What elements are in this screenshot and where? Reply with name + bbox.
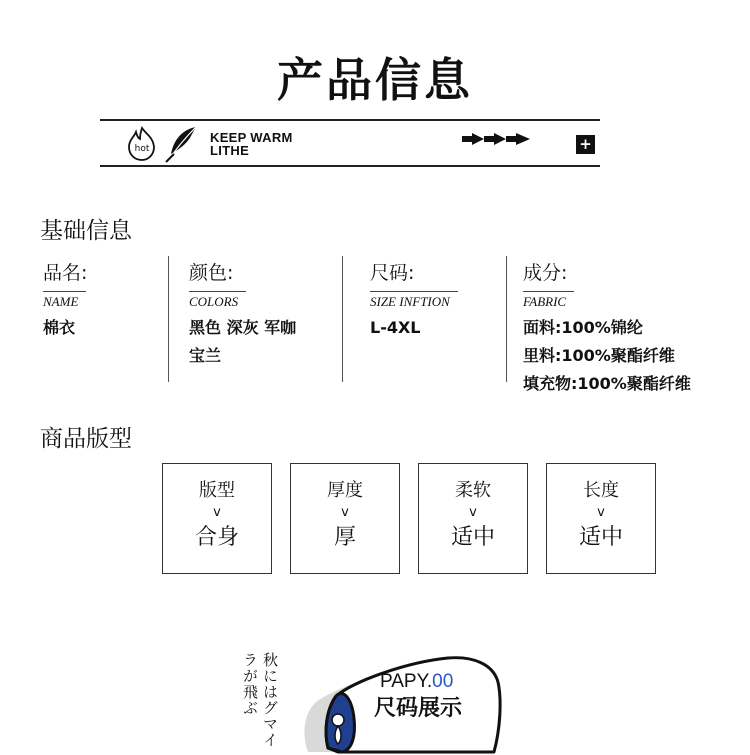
info-value: L-4XL: [370, 318, 421, 337]
banner-bottom-rule: [100, 165, 600, 167]
banner-line-1: KEEP WARM: [210, 130, 293, 145]
fit-card-value: 合身: [194, 525, 239, 550]
size-display-badge: [298, 640, 513, 755]
info-label: 品名:: [43, 262, 88, 284]
flame-hot-icon: [124, 126, 160, 162]
svg-text:PAPY.00: [380, 671, 453, 692]
page-title: 产品信息: [277, 53, 473, 107]
info-col-colors: [189, 258, 296, 370]
banner-top-rule: [100, 119, 600, 121]
info-label: 颜色:: [189, 262, 234, 284]
badge-brand-text: PAPY.: [380, 671, 433, 692]
info-value-line: 黑色 深灰 军咖: [189, 318, 297, 337]
info-label-en: FABRIC: [523, 291, 574, 310]
info-value: [189, 314, 296, 370]
fit-card-value: 适中: [578, 525, 623, 550]
info-value-line: 宝兰: [189, 346, 222, 365]
info-col-fabric: [523, 258, 691, 398]
feather-icon: [162, 124, 200, 164]
fit-card-arrow: v: [597, 505, 605, 520]
hot-icon-text: hot: [134, 144, 150, 154]
info-col-name: [43, 258, 87, 342]
fit-card-value: 适中: [450, 525, 495, 550]
banner-text: [210, 131, 293, 157]
info-value-line: 里料:100%聚酯纤维: [523, 346, 675, 365]
fit-section-title: 商品版型: [40, 426, 132, 452]
fit-card-label: 柔软: [455, 480, 491, 501]
info-divider: [342, 256, 343, 382]
info-label-en: COLORS: [189, 291, 246, 310]
info-divider: [506, 256, 507, 382]
fit-card-value: 厚: [333, 525, 356, 550]
fit-card-arrow: v: [341, 505, 349, 520]
fit-card-label: 长度: [583, 480, 619, 501]
info-value: [523, 314, 691, 398]
plus-icon: +: [576, 135, 595, 154]
jp-line-2: ラが飛ぶ: [241, 652, 259, 716]
info-label: 尺码:: [370, 262, 415, 284]
fit-card-thickness: [290, 463, 400, 574]
fit-card-label: 版型: [199, 480, 235, 501]
fit-card-label: 厚度: [327, 480, 363, 501]
info-label: 成分:: [523, 262, 568, 284]
info-divider: [168, 256, 169, 382]
info-value: 棉衣: [43, 318, 76, 337]
badge-brand-number: 00: [432, 671, 454, 692]
banner-line-2: LITHE: [210, 143, 250, 158]
fit-card-length: [546, 463, 656, 574]
badge-size-display-text: 尺码展示: [374, 696, 463, 721]
info-label-en: SIZE INFTION: [370, 291, 458, 310]
jp-line-1: 秋にはグマイ: [261, 652, 279, 748]
info-col-size: [370, 258, 458, 342]
fit-card-arrow: v: [213, 505, 221, 520]
fit-card-softness: [418, 463, 528, 574]
triple-arrow-icon: [462, 133, 532, 145]
info-value-line: 面料:100%锦纶: [523, 318, 643, 337]
info-label-en: NAME: [43, 291, 86, 310]
fit-card-style: [162, 463, 272, 574]
japanese-vertical-text: [240, 652, 280, 748]
info-value-line: 填充物:100%聚酯纤维: [523, 374, 691, 393]
fit-card-arrow: v: [469, 505, 477, 520]
basic-info-title: 基础信息: [40, 218, 132, 244]
